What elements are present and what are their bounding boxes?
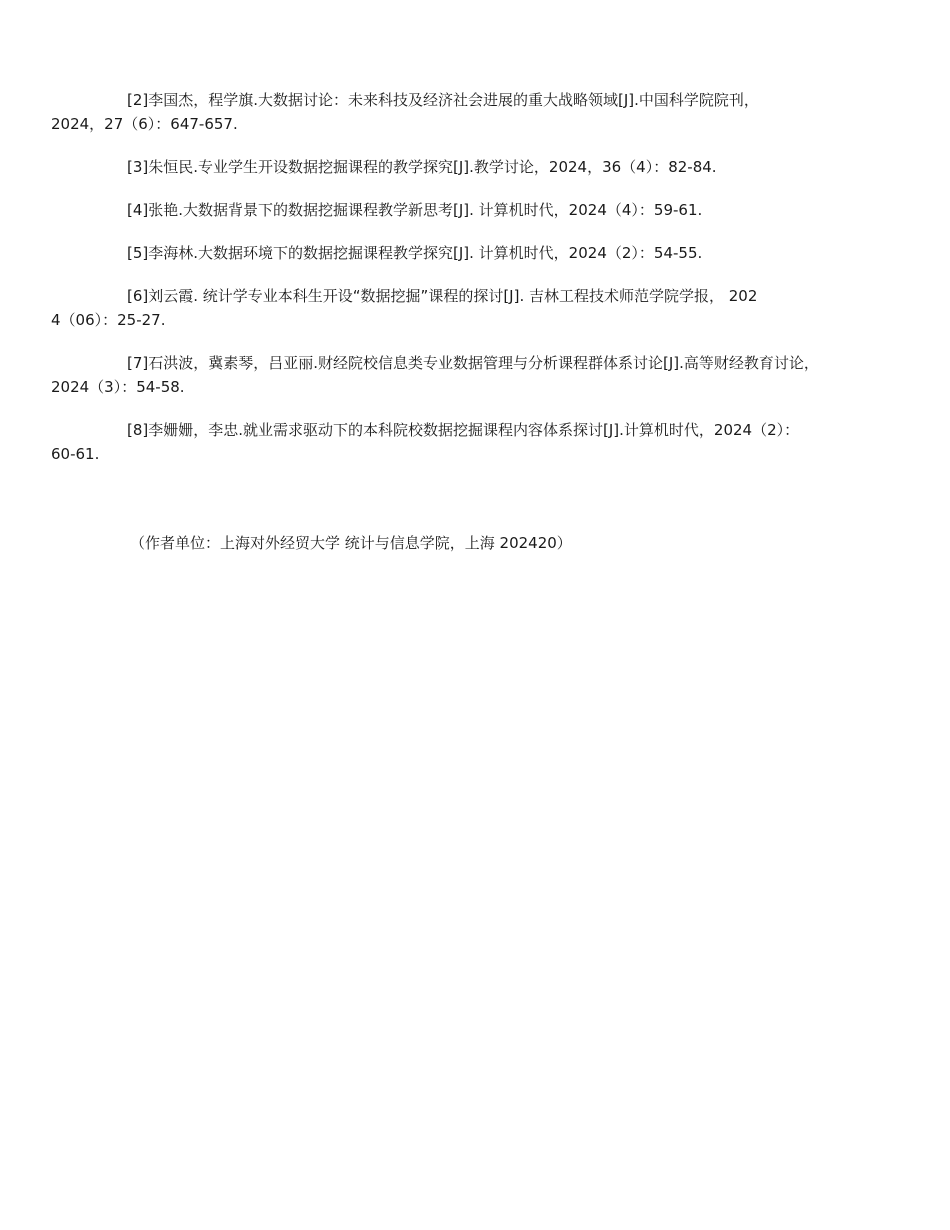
- reference-text: [5]李海林.大数据环境下的数据挖掘课程教学探究[J]. 计算机时代，2024（2）：54-55.: [127, 244, 703, 262]
- reference-text: [6]刘云霞. 统计学专业本科生开设“数据挖掘”课程的探讨[J]. 吉林工程技术师范学院学报， 202: [127, 287, 758, 305]
- reference-text-continued: 4（06）：25-27.: [51, 311, 166, 329]
- reference-text: [3]朱恒民.专业学生开设数据挖掘课程的教学探究[J].教学讨论，2024，36（4）：82-84.: [127, 158, 717, 176]
- reference-entry-8: [51, 418, 869, 466]
- reference-text: [4]张艳.大数据背景下的数据挖掘课程教学新思考[J]. 计算机时代，2024（4）：59-61.: [127, 201, 703, 219]
- reference-list: [51, 88, 869, 485]
- reference-text-continued: 2024，27（6）：647-657.: [51, 115, 238, 133]
- reference-text-continued: 60-61.: [51, 445, 100, 463]
- reference-text: [2]李国杰，程学旗.大数据讨论：未来科技及经济社会进展的重大战略领域[J].中国科学院院刊，: [127, 91, 759, 109]
- reference-text-continued: 2024（3）：54-58.: [51, 378, 185, 396]
- author-affiliation: （作者单位：上海对外经贸大学 统计与信息学院，上海 202420）: [130, 534, 572, 552]
- reference-entry-2: [51, 88, 869, 136]
- reference-entry-5: [89, 241, 869, 265]
- reference-entry-3: [89, 155, 869, 179]
- reference-entry-4: [89, 198, 869, 222]
- reference-entry-7: [51, 351, 869, 399]
- reference-text: [7]石洪波，冀素琴，吕亚丽.财经院校信息类专业数据管理与分析课程群体系讨论[J].高等财经教育讨论，: [127, 354, 819, 372]
- reference-text: [8]李姗姗，李忠.就业需求驱动下的本科院校数据挖掘课程内容体系探讨[J].计算机时代，2024（2）：: [127, 421, 800, 439]
- reference-entry-6: [51, 284, 869, 332]
